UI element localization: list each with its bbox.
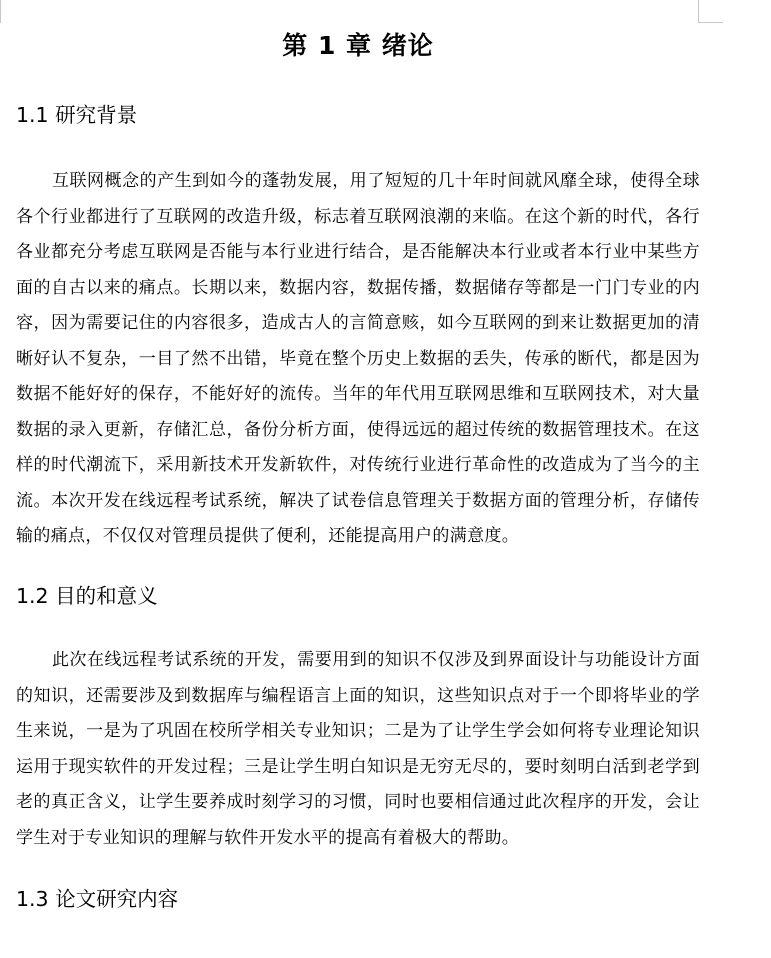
page-corner-mark-right bbox=[698, 0, 723, 23]
section-heading-1-1: 1.1 研究背景 bbox=[16, 103, 138, 127]
section-heading-1-2: 1.2 目的和意义 bbox=[16, 584, 158, 608]
section-heading-1-3: 1.3 论文研究内容 bbox=[16, 887, 179, 911]
section-1-1-paragraph: 互联网概念的产生到如今的蓬勃发展，用了短短的几十年时间就风靡全球，使得全球各个行业都进行了互联网的改造升级，标志着互联网浪潮的来临。在这个新的时代，各行各业都充分考虑互联网是否能与本行业进行结合，是否能解决本行业或者本行业中某些方面的自古以来的痛点。长期以来，数据内容，数据传播，数据储存等都是一门门专业的内容，因为需要记住的内容很多，造成古人的言简意赅，如今互联网的到来让数据更加的清晰好认不复杂，一目了然不出错，毕竟在整个历史上数据的丢失，传承的断代，都是因为数据不能好好的保存，不能好好的流传。当年的年代用互联网思维和互联网技术，对大量数据的录入更新，存储汇总，备份分析方面，使得远远的超过传统的数据管理技术。在这样的时代潮流下，采用新技术开发新软件，对传统行业进行革命性的改造成为了当今的主流。本次开发在线远程考试系统，解决了试卷信息管理关于数据方面的管理分析，存储传输的痛点，不仅仅对管理员提供了便利，还能提高用户的满意度。 bbox=[16, 171, 700, 546]
section-1-2-paragraph: 此次在线远程考试系统的开发，需要用到的知识不仅涉及到界面设计与功能设计方面的知识，还需要涉及到数据库与编程语言上面的知识，这些知识点对于一个即将毕业的学生来说，一是为了巩固在校所学相关专业知识；二是为了让学生学会如何将专业理论知识运用于现实软件的开发过程；三是让学生明白知识是无穷无尽的，要时刻明白活到老学到老的真正含义，让学生要养成时刻学习的习惯，同时也要相信通过此次程序的开发，会让学生对于专业知识的理解与软件开发水平的提高有着极大的帮助。 bbox=[16, 650, 700, 848]
page-corner-mark-left bbox=[0, 0, 1, 23]
chapter-title: 第 1 章 绪论 bbox=[282, 31, 434, 60]
